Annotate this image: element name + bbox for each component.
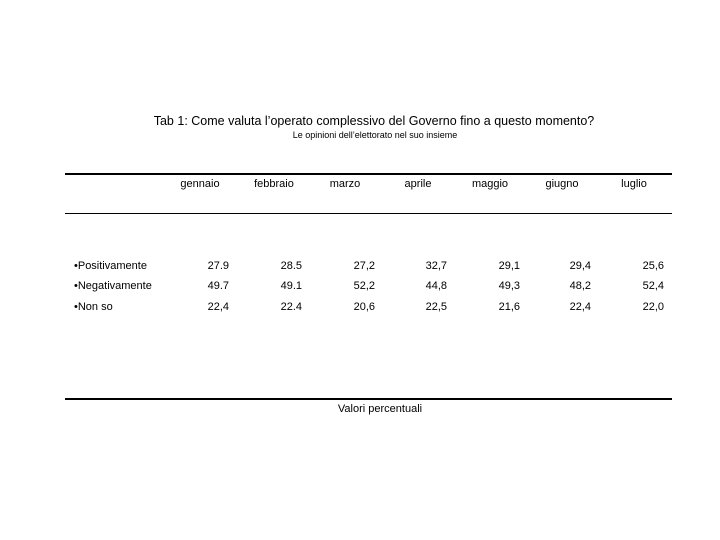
table-cell: 20,6 [353,301,375,313]
table-cell: 21,6 [498,301,520,313]
bottom-rule [65,398,672,400]
table-cell: 28.5 [280,260,302,272]
table-title: Tab 1: Come valuta l’operato complessivo del Governo fino a questo momento? [153,114,595,128]
table-footer-note: Valori percentuali [337,403,423,415]
column-header-marzo: marzo [329,178,361,190]
table-cell: 52,2 [353,280,375,292]
column-header-aprile: aprile [404,178,432,190]
table-cell: 25,6 [642,260,664,272]
table-cell: 29,1 [498,260,520,272]
table-cell: 52,4 [642,280,664,292]
table-cell: 27,2 [353,260,375,272]
table-cell: 32,7 [425,260,447,272]
table-cell: 22,4 [207,301,229,313]
column-header-giugno: giugno [545,178,579,190]
table-cell: 49.1 [280,280,302,292]
top-rule [65,173,672,175]
row-label-negativamente: •Negativamente [74,280,152,292]
table-cell: 22,0 [642,301,664,313]
column-header-febbraio: febbraio [254,178,294,190]
header-rule [65,213,672,214]
column-header-gennaio: gennaio [180,178,220,190]
column-header-luglio: luglio [621,178,647,190]
table-cell: 44,8 [425,280,447,292]
column-header-maggio: maggio [471,178,509,190]
table-cell: 22,5 [425,301,447,313]
table-cell: 29,4 [569,260,591,272]
table-cell: 49.7 [207,280,229,292]
table-cell: 22.4 [280,301,302,313]
table-subtitle: Le opinioni dell’elettorato nel suo insieme [292,130,458,140]
table-cell: 49,3 [498,280,520,292]
table-cell: 22,4 [569,301,591,313]
table-cell: 27.9 [207,260,229,272]
row-label-non-so: •Non so [74,301,113,313]
row-label-positivamente: •Positivamente [74,260,147,272]
table-cell: 48,2 [569,280,591,292]
